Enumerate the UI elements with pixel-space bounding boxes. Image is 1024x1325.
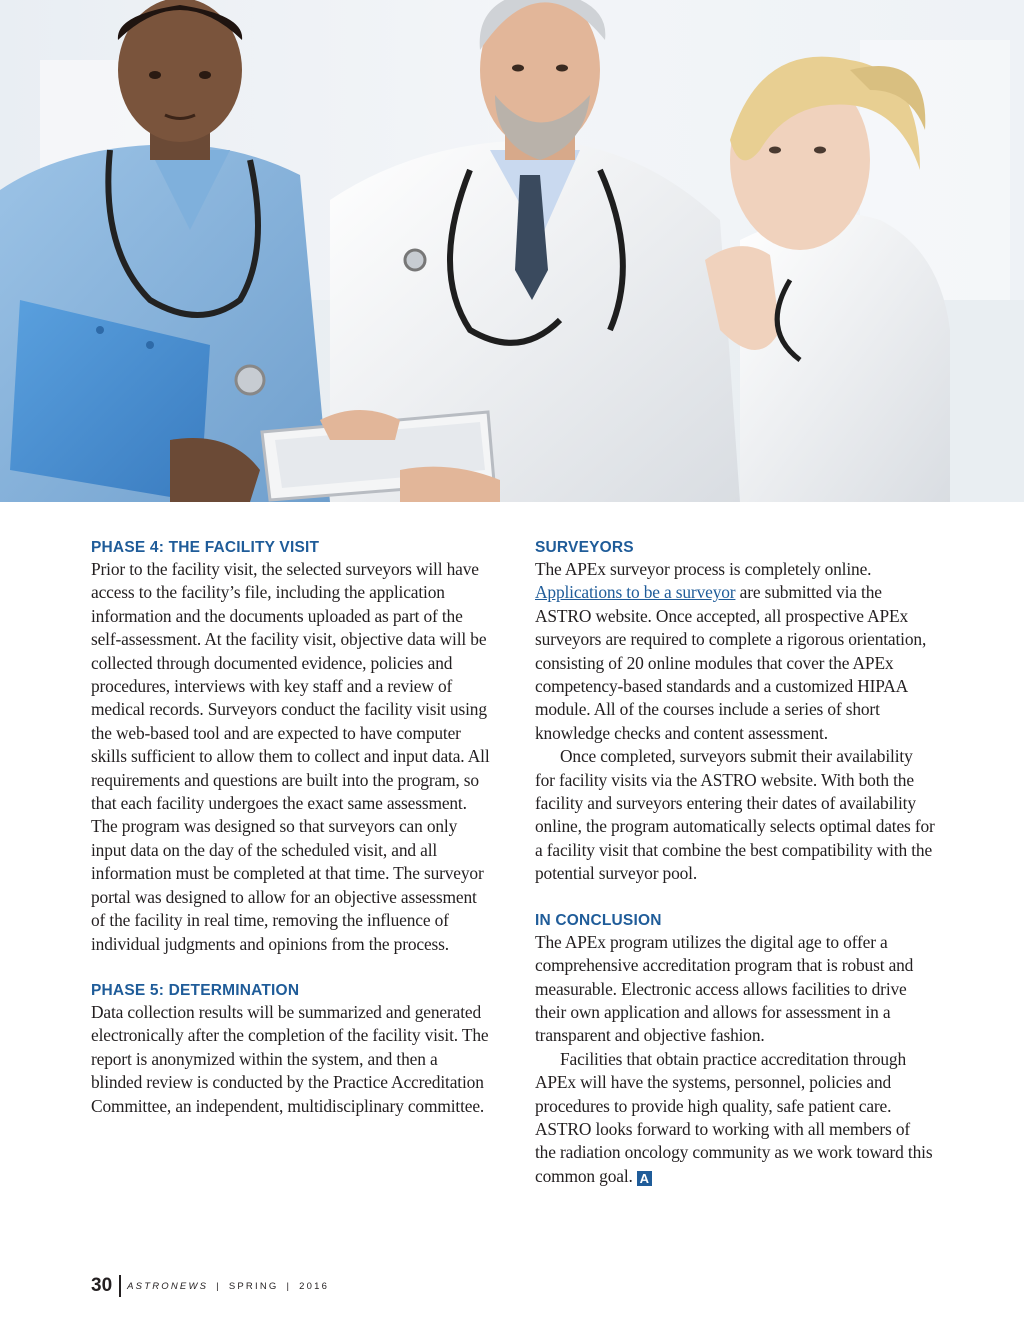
surveyors-paragraph-2: Once completed, surveyors submit their availability for facility visits via the ASTRO website. With both the facility and surveyors entering their dates of availability online, the program automatically selects optimal dates for a facility visit that combine the best compatibility with the potential surveyor pool. (535, 746, 935, 884)
footer-separator: | (286, 1280, 292, 1292)
footer-publication-info (127, 1281, 329, 1292)
conclusion-paragraph-2 (535, 1048, 935, 1188)
phase5-heading: PHASE 5: DETERMINATION (91, 981, 300, 999)
footer-divider (119, 1275, 121, 1297)
section-spacer (535, 886, 935, 909)
astro-end-mark-icon: A (637, 1171, 652, 1186)
doctor-right (705, 57, 950, 502)
surveyors-p1-text-after: are submitted via the ASTRO website. Once accepted, all prospective APEx surveyors are required to complete a rigorous orientation, consisting of 20 online modules that cover the APEx competency-based standards and a customized HIPAA module. All of the courses include a series of short knowledge checks and content assessment. (535, 582, 927, 743)
conclusion-p2-text: Facilities that obtain practice accreditation through APEx will have the systems, personnel, policies and procedures to provide high quality, safe patient care. ASTRO looks forward to working with all members of the radiation oncology community as we work toward this common goal. (535, 1048, 933, 1186)
right-column (535, 536, 935, 1188)
hero-photo (0, 0, 1024, 502)
surveyor-application-link[interactable]: Applications to be a surveyor (535, 582, 736, 603)
doctors-illustration (0, 0, 1024, 502)
section-spacer (91, 956, 491, 979)
phase4-heading: PHASE 4: THE FACILITY VISIT (91, 539, 320, 556)
issue-season: SPRING (228, 1280, 279, 1292)
phase4-body: Prior to the facility visit, the selected surveyors will have access to the facility’s file, including the application information and the documents uploaded as part of the self-assessment. At the facility visit, objective data will be collected through documented evidence, policies and procedures, interviews with key staff and a review of medical records. Surveyors conduct the facility visit using the web-based tool and are expected to have computer skills sufficient to allow them to collect and input data. All requirements and questions are built into the program, so that each facility undergoes the exact same assessment. The program was designed so that surveyors can only input data on the day of the scheduled visit, and all information must be completed at that time. The surveyor portal was designed to allow for an objective assessment of the facility in real time, removing the influence of individual judgments and opinions from the process. (91, 559, 490, 954)
surveyors-paragraph-1 (535, 558, 935, 745)
phase5-body: Data collection results will be summarized and generated electronically after the completion of the facility visit. The report is anonymized within the system, and then a blinded review is conducted by the Practice Accreditation Committee, an independent, multidisciplinary committee. (91, 1001, 489, 1116)
surveyors-heading: SURVEYORS (535, 539, 634, 556)
page-number: 30 (91, 1275, 113, 1296)
surveyors-p1-text-before: The APEx surveyor process is completely online. (535, 559, 872, 579)
page-footer (91, 1274, 329, 1298)
issue-year: 2016 (299, 1280, 330, 1292)
footer-separator: | (216, 1280, 221, 1292)
conclusion-paragraph-1: The APEx program utilizes the digital age to offer a comprehensive accreditation program that is robust and measurable. Electronic access allows facilities to drive their own application and allows for assessment in a transparent and objective fashion. (535, 931, 914, 1046)
left-column (91, 536, 491, 1118)
publication-name: ASTRONEWS (127, 1280, 209, 1292)
conclusion-heading: IN CONCLUSION (535, 911, 662, 929)
